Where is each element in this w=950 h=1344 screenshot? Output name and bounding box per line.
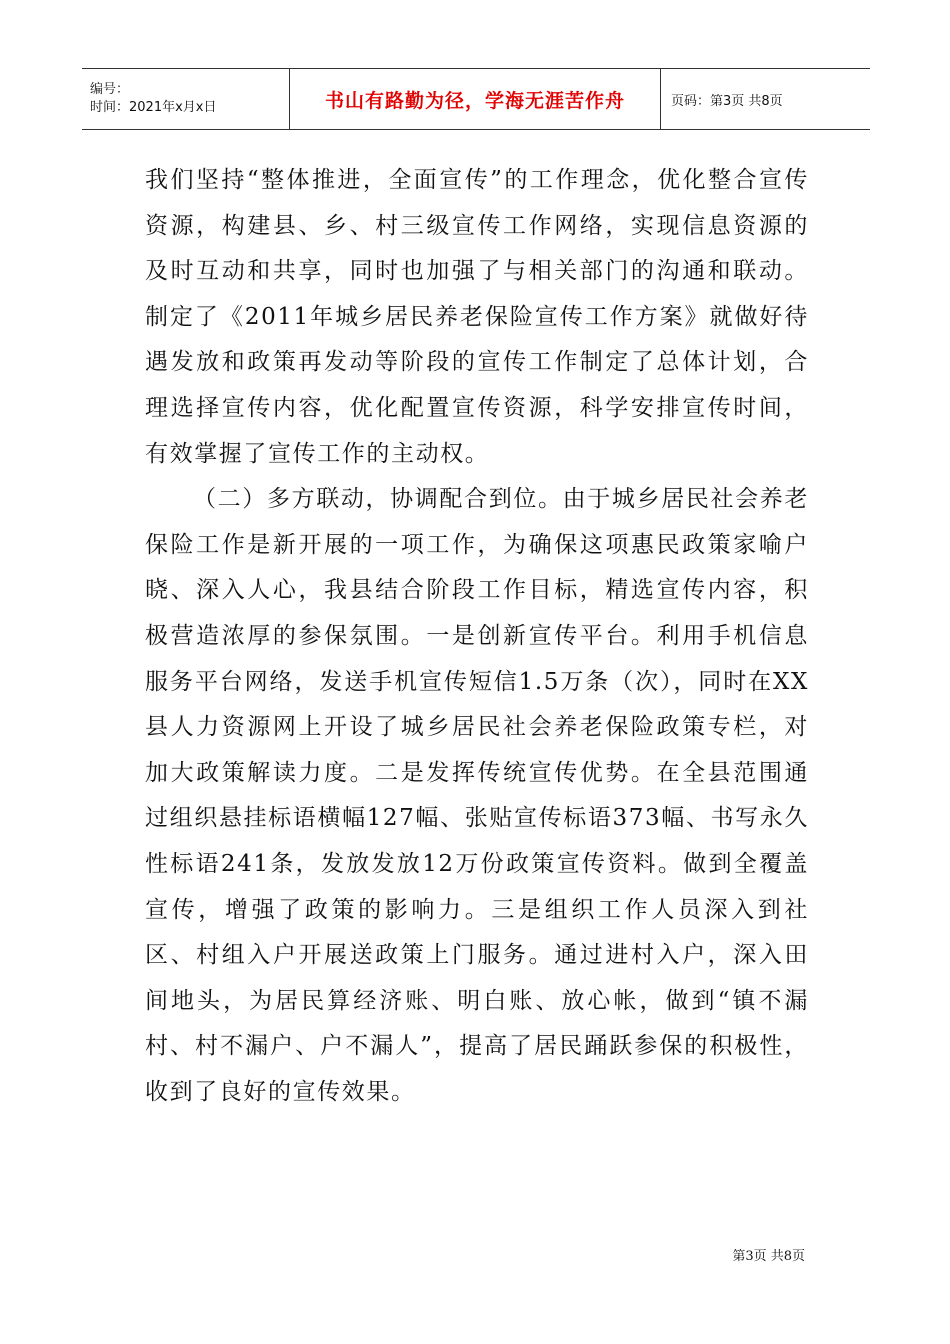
paragraph: 我们坚持“整体推进，全面宣传”的工作理念，优化整合宣传资源，构建县、乡、村三级宣传工作网络，实现信息资源的及时互动和共享，同时也加强了与相关部门的沟通和联动。制定了《2011年城乡居民养老保险宣传工作方案》就做好待遇发放和政策再发动等阶段的宣传工作制定了总体计划，合理选择宣传内容，优化配置宣传资源，科学安排宣传时间，有效掌握了宣传工作的主动权。 <box>145 167 809 467</box>
page-footer <box>732 1245 805 1264</box>
page-header <box>82 68 870 130</box>
footer-page-number: 第3页 共8页 <box>732 1249 805 1264</box>
document-body <box>145 158 809 1115</box>
header-page-number: 页码：第3页 共8页 <box>671 93 783 109</box>
header-motto-cell <box>290 69 661 129</box>
header-page-cell <box>661 69 870 129</box>
header-meta <box>82 69 290 129</box>
serial-number-label: 编号： <box>90 82 130 97</box>
paragraph: （二）多方联动，协调配合到位。由于城乡居民社会养老保险工作是新开展的一项工作，为确保这项惠民政策家喻户晓、深入人心，我县结合阶段工作目标，精选宣传内容，积极营造浓厚的参保氛围。一是创新宣传平台。利用手机信息服务平台网络，发送手机宣传短信1.5万条（次），同时在XX县人力资源网上开设了城乡居民社会养老保险政策专栏，对加大政策解读力度。二是发挥传统宣传优势。在全县范围通过组织悬挂标语横幅127幅、张贴宣传标语373幅、书写永久性标语241条，发放发放12万份政策宣传资料。做到全覆盖宣传，增强了政策的影响力。三是组织工作人员深入到社区、村组入户开展送政策上门服务。通过进村入户，深入田间地头，为居民算经济账、明白账、放心帐，做到“镇不漏村、村不漏户、户不漏人”，提高了居民踊跃参保的积极性，收到了良好的宣传效果。 <box>145 486 809 1105</box>
header-motto: 书山有路勤为径，学海无涯苦作舟 <box>324 89 625 112</box>
date-label: 时间：2021年x月x日 <box>90 100 217 115</box>
